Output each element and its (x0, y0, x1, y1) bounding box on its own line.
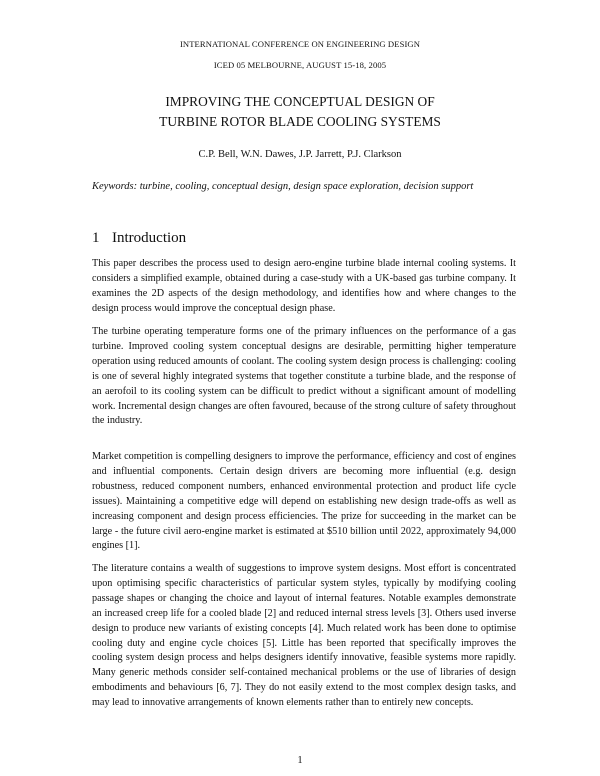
conference-header: INTERNATIONAL CONFERENCE ON ENGINEERING DESIGN (179, 39, 421, 49)
author-list: C.P. Bell, W.N. Dawes, J.P. Jarrett, P.J. Clarkson (198, 149, 402, 160)
event-header: ICED 05 MELBOURNE, AUGUST 15-18, 2005 (213, 60, 387, 70)
title-line-1: IMPROVING THE CONCEPTUAL DESIGN OF (165, 94, 435, 109)
paper-title (0, 92, 600, 132)
paragraph: The turbine operating temperature forms one of the primary influences on the performance of a gas turbine. Improved cooling system conceptual designs are desirable, permitting higher temperature operation using reduced amounts of coolant. The cooling system design process is challenging: cooling is one of several highly integrated systems that together constitute a turbine blade, and the response of an aerofoil to its cooling system can be difficult to predict without a significant amount of modelling work. Incremental design changes are often favoured, because of the strong culture of safety throughout the industry. (92, 326, 516, 427)
section-number: 1 (92, 230, 100, 246)
section-title: Introduction (112, 230, 187, 246)
page-number: 1 (297, 755, 303, 766)
paragraph: This paper describes the process used to design aero-engine turbine blade internal cooling systems. It considers a simplified example, obtained during a case-study with a UK-based gas turbine company. It examines the 2D aspects of the design methodology, and identifies how and where changes to the design process would improve the conceptual design phase. (92, 258, 516, 314)
paragraph: The literature contains a wealth of suggestions to improve system designs. Most effort is concentrated upon optimising specific characteristics of particular system styles, typically by modifying cooling passage shapes or changing the choice and layout of internal features. Notable examples demonstrate an increased creep life for a cooled blade [2] and reduced internal stress levels [3]. Others used inverse design to produce new variants of existing concepts [4]. Much related work has been done to optimise cooling duty and engine cycle choices [5]. Little has been reported that specifically improves the cooling system design process and helps designers identify innovative, feasible systems more rapidly. Many generic methods consider self-contained mechanical problems or the use of libraries of design embodiments and behaviours [6, 7]. They do not easily extend to the most complex design tasks, and may lead to innovative arrangements of known elements rather than to entirely new concepts. (92, 563, 516, 709)
section-heading (92, 230, 186, 247)
paragraph: Market competition is compelling designers to improve the performance, efficiency and cost of engines and influential components. Certain design drivers are becoming more influential (e.g. design robustness, reduced component numbers, enhanced environmental protection and product life cycle issues). Maintaining a competitive edge will depend on establishing new design trade-offs as well as increasing component and design process efficiencies. The prize for succeeding in the market can be large - the future civil aero-engine market is estimated at $510 billion until 2022, approximately 94,000 engines [1]. (92, 451, 516, 552)
keywords: Keywords: turbine, cooling, conceptual design, design space exploration, decision support (92, 181, 474, 192)
title-line-2: TURBINE ROTOR BLADE COOLING SYSTEMS (159, 114, 441, 129)
